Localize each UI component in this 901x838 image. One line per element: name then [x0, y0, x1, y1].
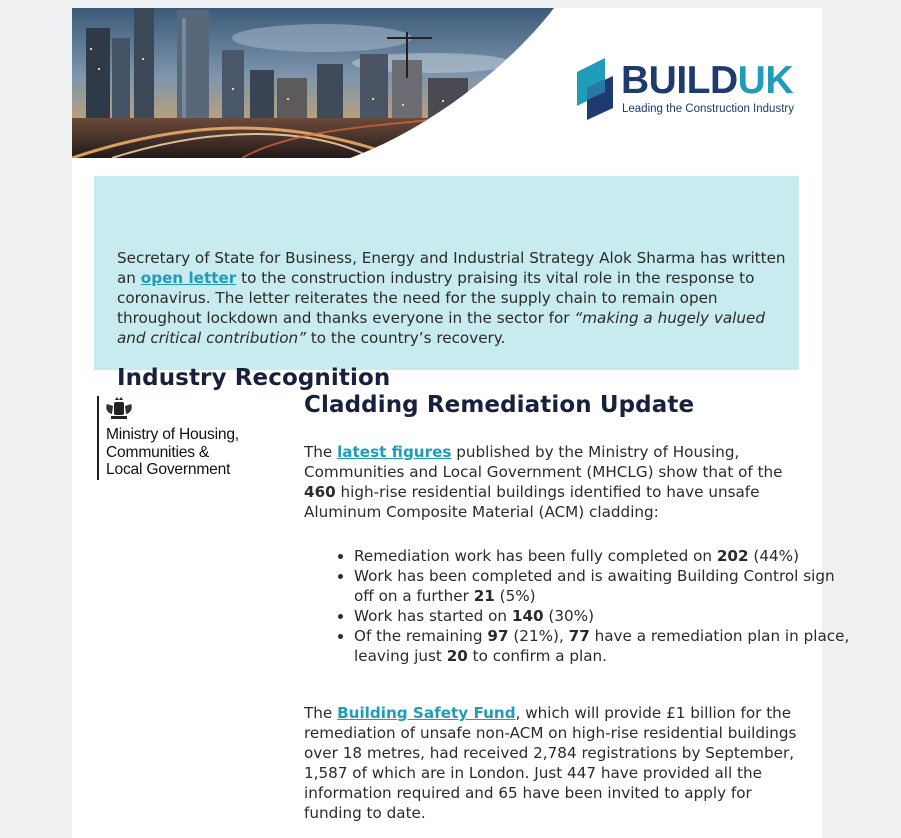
- count-highlight: 97: [487, 627, 509, 645]
- body-text: Secretary of State for Business, Energy and Industrial Strategy Alok Sharma has written an: [117, 249, 786, 287]
- count-highlight: 140: [511, 607, 544, 625]
- logo-tagline: Leading the Construction Industry: [622, 103, 794, 115]
- body-text: The: [304, 443, 338, 461]
- body-text: high-rise residential buildings identified to have unsafe Aluminum Composite Material (ACM) cladding:: [304, 483, 760, 521]
- industry-recognition-section: [94, 176, 799, 391]
- body-text: to the country’s recovery.: [306, 329, 506, 347]
- body-text: (5%): [494, 587, 536, 605]
- logo-wordmark: [621, 61, 793, 101]
- list-item: [354, 626, 852, 666]
- body-text: , which will provide £1 billion for the remediation of unsafe non-ACM on high-rise residential buildings over 18 metres, had received 2,784 registrations by September, 1,587 of which are in London. Just 447 have provided all the information required and 65 have been invited to apply for funding to date.: [304, 704, 797, 822]
- section-title-cladding: Cladding Remediation Update: [304, 392, 695, 418]
- logo-word-build: BUILD: [621, 59, 738, 102]
- body-text: Of the remaining: [354, 627, 488, 645]
- industry-recognition-body: [117, 248, 789, 348]
- body-text: Work has been completed and is awaiting Building Control sign off on a further: [354, 567, 835, 605]
- list-item: [354, 566, 852, 606]
- builduk-logo-mark-icon: [577, 58, 617, 122]
- list-item: [354, 546, 852, 566]
- cladding-section: [304, 392, 850, 822]
- section-title-industry-recognition: Industry Recognition: [117, 365, 391, 391]
- count-highlight: 77: [568, 627, 590, 645]
- cladding-intro: [304, 442, 802, 522]
- body-text: published by the Ministry of Housing, Communities and Local Government (MHCLG) show that of the: [304, 443, 783, 481]
- header-banner: [72, 8, 822, 158]
- body-text: to confirm a plan.: [467, 647, 607, 665]
- body-text: (30%): [543, 607, 595, 625]
- logo-word-uk: UK: [737, 59, 793, 102]
- builduk-logo[interactable]: [577, 58, 807, 124]
- body-text: have a remediation plan in place, leaving just: [354, 627, 850, 665]
- body-text: (44%): [748, 547, 799, 565]
- mhclg-logo-text: Ministry of Housing, Communities & Local Government: [106, 426, 239, 478]
- logo-rule: [97, 396, 99, 480]
- body-text: The: [304, 704, 338, 722]
- open-letter-link[interactable]: open letter: [140, 269, 237, 287]
- count-highlight: 460: [304, 483, 336, 501]
- latest-figures-link[interactable]: latest figures: [337, 443, 452, 461]
- quote-text: “making a hugely valued and critical contribution”: [117, 309, 765, 347]
- count-highlight: 20: [446, 647, 468, 665]
- building-safety-fund-paragraph: [304, 703, 802, 823]
- newsletter-email: [72, 8, 850, 838]
- body-text: Work has started on: [354, 607, 512, 625]
- count-highlight: 21: [473, 587, 495, 605]
- building-safety-fund-link[interactable]: Building Safety Fund: [337, 704, 516, 722]
- list-item: [354, 606, 852, 626]
- body-text: Remediation work has been fully completed on: [354, 547, 717, 565]
- royal-crest-icon: [104, 396, 134, 422]
- count-highlight: 202: [716, 547, 749, 565]
- body-text: (21%),: [508, 627, 569, 645]
- mhclg-logo[interactable]: [97, 396, 297, 486]
- body-text: to the construction industry praising its vital role in the response to coronavirus. The letter reiterates the need for the supply chain to remain open throughout lockdown and thanks everyone in the sector for: [117, 269, 755, 327]
- cladding-figures-list: [304, 546, 852, 666]
